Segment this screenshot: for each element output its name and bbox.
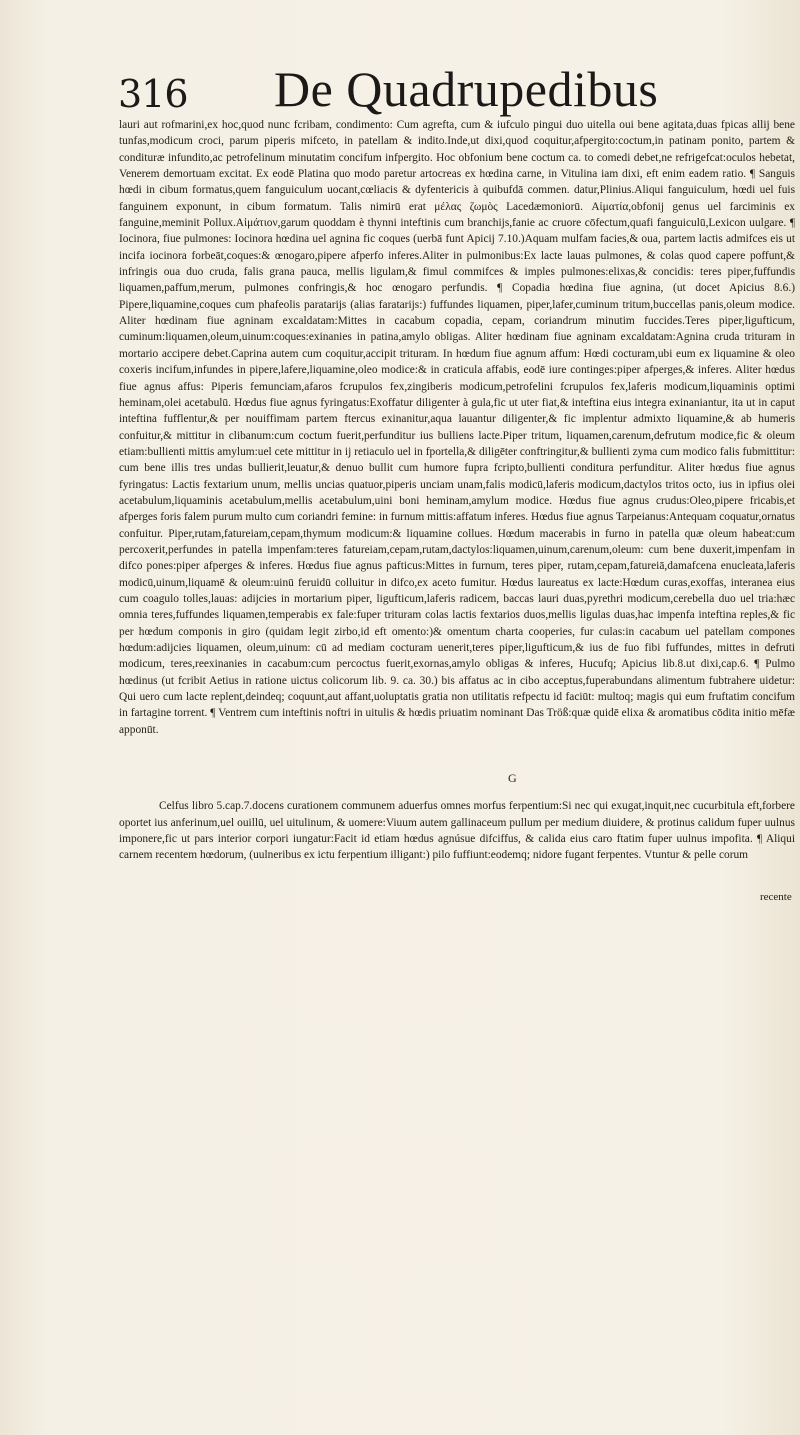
- paragraph-2-block: [119, 787, 795, 875]
- catchword: recente: [760, 891, 792, 903]
- page-number: 316: [118, 72, 188, 116]
- paragraph-2: Celfus libro 5.cap.7.docens curationem communem aduerfus omnes morfus ferpentium:Si nec qui exugat,inquit,nec cucurbitula eft,forbere oportet ius anferinum,uel ouillū, uel uitulinum, & uomere:Viuum autem gallinaceum pullum per medium diuidere, & protinus calidum fuper uulnus imponere,fic ut pars interior corpori iungatur:Facit id etiam hœdus agnúsue difciffus, & calida eius caro ftatim fuper uulnus impofita. ¶ Aliqui carnem recentem hœdorum, (uulneribus ex ictu ferpentium illigant:) pilo fuffiunt:eodemq; nidore fugant ferpentes. Vtuntur & pelle corum: [119, 800, 795, 862]
- main-text-block: [119, 117, 795, 738]
- running-title: De Quadrupedibus: [274, 61, 659, 117]
- signature-mark: G: [508, 771, 517, 785]
- page-header: [118, 60, 798, 116]
- paragraph-1: lauri aut rofmarini,ex hoc,quod nunc fcribam, condimento: Cum agrefta, cum & iufculo pingui duo uitella oui bene agitata,duas fpicas allij bene tunfas,modicum croci, parum piperis mifceto, in patellam & indito.Inde,ut dixi,quod coquitur,afpergito:coctum,in patinam ponito, partem & condituræ infundito,ac petrofelinum minutatim concifum infpergito. Hoc obfonium bene coctum ca. to comedi debet,ne refrigefcat:oculos hebetat, Venerem demortuam excitat. Ex eodē Platina quo modo paretur artocreas ex hœdina carne, in Vitulina iam dixi, eft enim eadem ratio. ¶ Sanguis hœdi in cibum formatus,quem fanguiculum uocant,cœliacis & dyfentericis à quibufdā commen. datur,Plinius.Aliqui fanguiculum, hœdi uel fuis fanguinem exponunt, in cibum formatum. Talis nimirū erat μέλας ζωμὸς Lacedæmoniorū. Αἱματία,obfonij genus uel farciminis ex fanguine,meminit Pollux.Αἱμάτιον,garum quoddam è thynni inteftinis cum branchijs,fanie ac cruore cōfectum,quafi fanguiculū,Lexicon uulgare. ¶ Iocinora, fiue pulmones: Iocinora hœdina uel agnina fic coques (uerbā funt Apicij 7.10.)Aquam mulfam facies,& oua, partem lactis admifces eis ut incifa iocinora forbeāt,coques:& œnogaro,pipere afperfo inferes.Aliter in pulmonibus:Ex lacte lauas pulmones, & colas quod capere poffunt,& infringis oua duo cruda, falis grana pauca, mellis ligulam,& fimul commifces & imples pulmones:elixas,& concidis: teres piper,fuffundis liquamen,paffum,merum, pulmones confringis,& hoc œnogaro perfundis. ¶ Copadia hœdina fiue agnina, (ut docet Apicius 8.6.) Pipere,liquamine,coques cum phafeolis paratarijs (alias faratarijs:) fuffundes liquamen, piper,lafer,cuminum tritum,buccellas panis,oleum modice. Aliter hœdinam fiue agninam excaldatam:Mittes in cacabum copadia, cepam, coriandrum minutim fuccides.Teres piper,ligufticum, cuminum:liquamen,oleum,uinum:coques:exinanies in patina,amylo obligas. Aliter hœdinam fiue agninam excaldatam:Agnina cruda trituram in mortario accipere debet.Caprina autem cum coquitur,accipit trituram. In hœdum fiue agnum affum: Hœdi cocturam,ubi eum ex liquamine & oleo coxeris incifum,infundes in pipere,lafere,liquamine,oleo modice:& in craticula affabis, eodē iure continges:piper afperges,& inferes. Aliter hœdus fiue agnus affus: Piperis femunciam,afaros fcrupulos fex,zingiberis modicum,petrofelini fcrupulos fex,laferis modicum,liquaminis optimi heminam,olei acetabulū. Hœdus fiue agnus fyringatus:Exoffatur diligenter à gula,fic ut uter fiat,& inteftina eius integra exinaniantur, ita ut in caput inteftina fufflentur,& per nouiffimam partem ftercus exinanitur,aqua lauantur diligenter,& fic implentur admixto liquamine,& ab humeris confuitur,& mittitur in clibanum:cum coctum fuerit,perfunditur ius bulliens lacte.Piper tritum, liquamen,carenum,defrutum modice,fic & oleum etiam:bullienti mittis amylum:uel cete mittitur in ij retiaculo uel in fportella,& diligēter conftringitur,& bullienti zyma cum modico falis fubmittitur: cum bene illis tres undas bullierit,leuatur,& denuo bullit cum humore fupra fcripto,bullienti conditura perfunditur. Aliter hœdus fiue agnus fyringatus: Lactis fextarium unum, mellis uncias quatuor,piperis unciam unam,falis modicū,laferis modicum,dactylos tritos octo, ius in ipfius olei acetabulum,liquaminis acetabulum,mellis acetabulum,uini boni heminam,amylum modice. Hœdus fiue agnus crudus:Oleo,pipere fricabis,et afperges foris falem purum multo cum coriandri femine: in furnum mittis:affatum inferes. Hœdus fiue agnus Tarpeianus:Antequam coquatur,ornatus confuitur. Piper,rutam,fatureiam,cepam,thymum modicum:& liquamine collues. Hœdum macerabis in furno in patella quæ oleum habeat:cum percoxerit,perfundes in patella impenfam:teres fatureiam,cepam,rutam,dactylos:liquamen,uinum,carenum,oleum: cum bene duxerit,impenfam in difco pones:piper afperges & inferes. Hœdus fiue agnus pafticus:Mittes in furnum, teres piper, rutam,cepam,fatureiā,damafcena enucleata,laferis modicū,uinum,liquamē & oleum:uinū feruidū colluitur in difco,ex aceto fumitur. Hœdus laureatus ex lacte:Hœdum curas,exoffas, interanea eius cum coagulo tolles,lauas: adijcies in mortarium piper, ligufticum,laferis radicem, baccas lauri duas,pyrethri modicum,cerebella duo uel tria:hæc omnia teres,fuffundes liquamen,temperabis ex fale:fuper trituram colas lactis fextarios duos,mellis ligulas duas,hac impenfa inteftina reples,& fic per hœdum componis in giro (quidam legit zirbo,id eft omento:)& omentum charta cooperies, fur culas:in cacabum uel patellam compones hœdum:adijcies liquamen, oleum,uinum: cū ad mediam cocturam uenerit,teres piper,ligufticum,& ius de fuo fibi fuffundes, mittes in defruti modicum, teres,reexinanies in cacabum:cum percoctus fuerit,exornas,amylo obligas & inferes, Hucufq; Apicius lib.8.ut dixi,cap.6. ¶ Pulmo hœdinus (ut fcribit Aetius in ratione uictus colicorum lib. 9. ca. 30.) bis affatus ac in cibo acceptus,fuperabundans alimentum fubtrahere uidetur: Qui uero cum lacte replent,deindeq; coquunt,aut affant,uoluptatis gratia non utilitatis refpectu id faciūt: multoq; magis qui eum fruftatim concifum in fartagine torrent. ¶ Ventrem cum inteftinis noftri in uitulis & hœdis priuatim nominant Das Tröß:quæ quidē elixa & aromatibus cōdita initio mēfæ apponūt.: [119, 119, 795, 736]
